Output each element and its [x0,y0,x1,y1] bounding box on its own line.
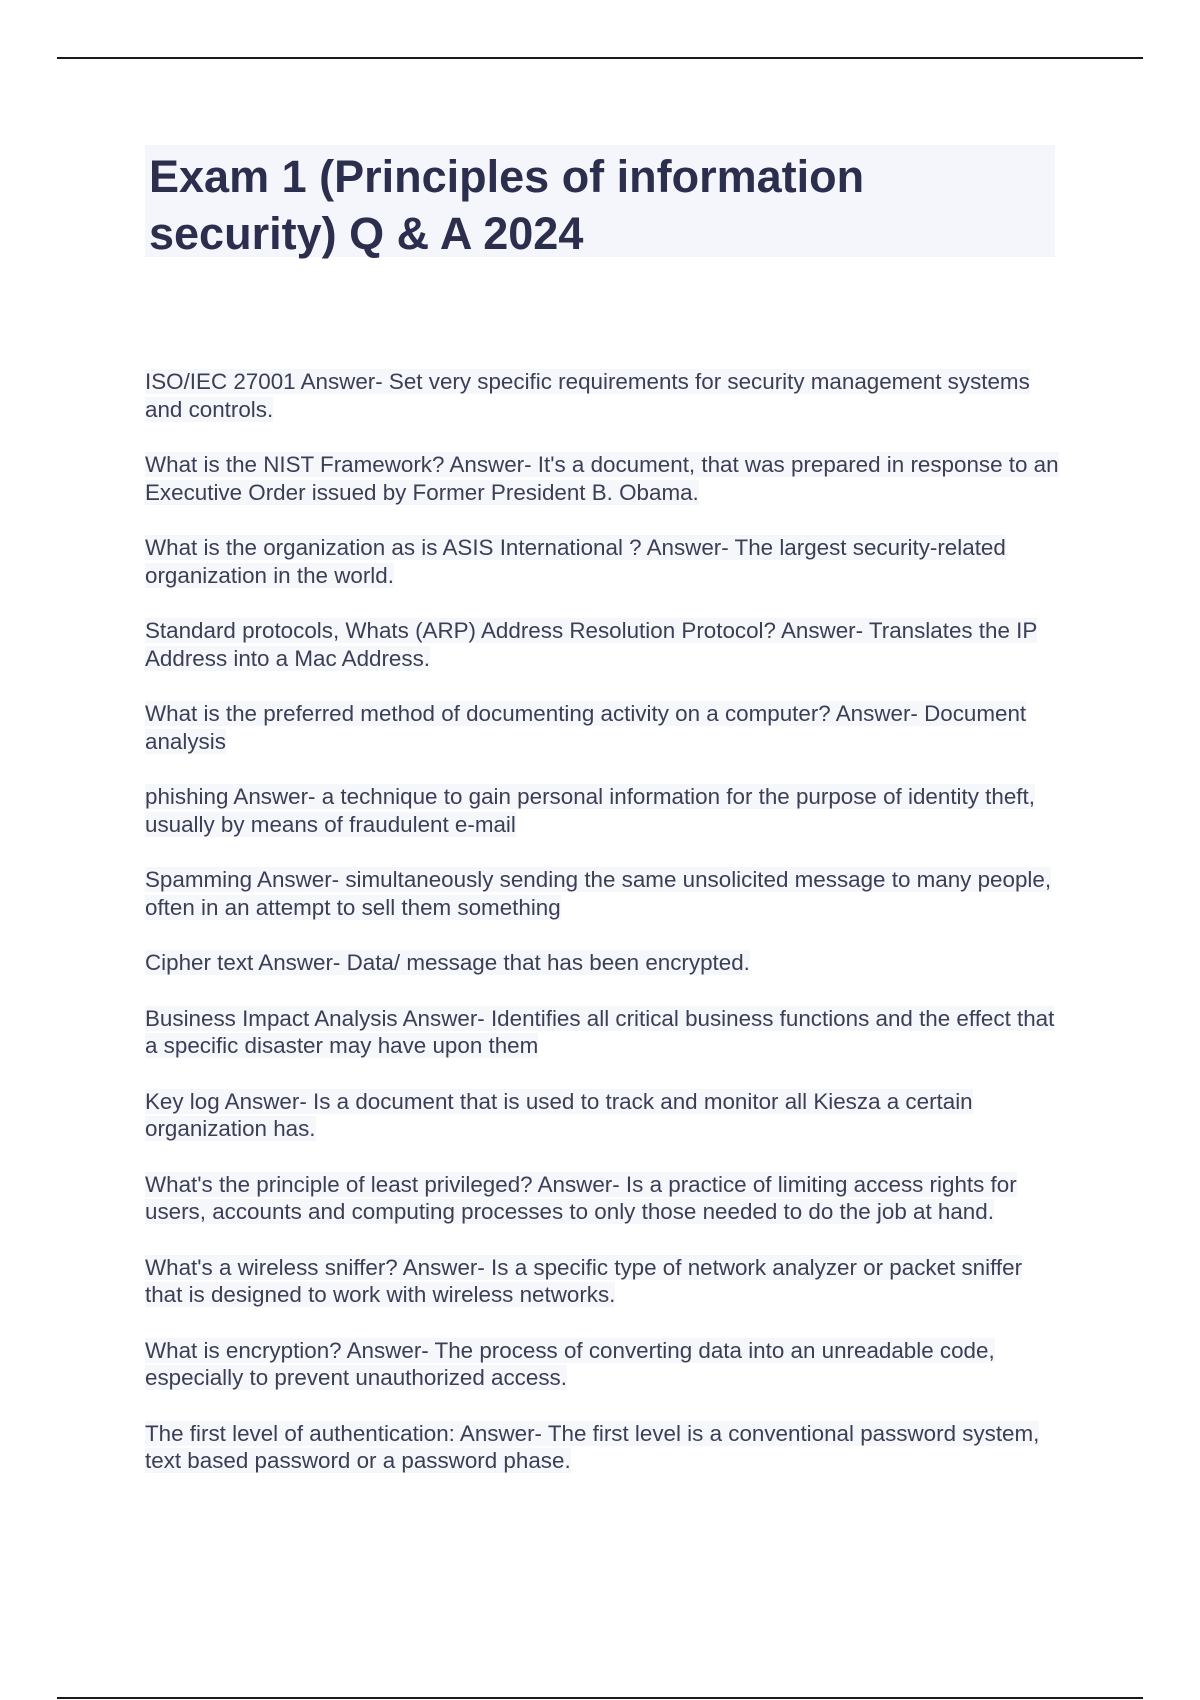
qa-text: What's a wireless sniffer? Answer- Is a specific type of network analyzer or packet sniffer that is designed to work with wireless networks. [145,1254,1023,1307]
qa-list [145,368,1065,1503]
qa-text: ISO/IEC 27001 Answer- Set very specific requirements for security management systems and controls. [145,369,1030,422]
qa-text: phishing Answer- a technique to gain personal information for the purpose of identity theft, usually by means of fraudulent e-mail [145,784,1035,837]
qa-text: Business Impact Analysis Answer- Identifies all critical business functions and the effect that a specific disaster may have upon them [145,1005,1055,1058]
qa-item [145,949,1065,977]
qa-text: Key log Answer- Is a document that is used to track and monitor all Kiesza a certain organization has. [145,1088,973,1141]
qa-item [145,1088,1065,1143]
qa-text: What is encryption? Answer- The process of converting data into an unreadable code, especially to prevent unauthorized access. [145,1337,995,1390]
qa-item [145,451,1065,506]
qa-text: Cipher text Answer- Data/ message that has been encrypted. [145,950,750,975]
qa-item [145,1254,1065,1309]
qa-item [145,1420,1065,1475]
qa-item [145,783,1065,838]
bottom-divider [57,1697,1143,1699]
top-divider [57,57,1143,59]
qa-item [145,1171,1065,1226]
qa-text: Standard protocols, Whats (ARP) Address Resolution Protocol? Answer- Translates the IP Address into a Mac Address. [145,618,1038,671]
qa-item [145,1337,1065,1392]
qa-text: What's the principle of least privileged? Answer- Is a practice of limiting access rights for users, accounts and computing processes to only those needed to do the job at hand. [145,1171,1017,1224]
document-title: Exam 1 (Principles of information security) Q & A 2024 [149,151,865,259]
qa-item [145,617,1065,672]
qa-item [145,866,1065,921]
qa-text: The first level of authentication: Answer- The first level is a conventional password system, text based password or a password phase. [145,1420,1040,1473]
qa-text: Spamming Answer- simultaneously sending the same unsolicited message to many people, often in an attempt to sell them something [145,867,1052,920]
qa-text: What is the NIST Framework? Answer- It's a document, that was prepared in response to an Executive Order issued by Former President B. Obama. [145,452,1059,505]
qa-item [145,368,1065,423]
qa-text: What is the preferred method of documenting activity on a computer? Answer- Document analysis [145,701,1027,754]
title-block [145,145,1055,257]
qa-text: What is the organization as is ASIS International ? Answer- The largest security-related organization in the world. [145,535,1006,588]
qa-item [145,700,1065,755]
qa-item [145,534,1065,589]
qa-item [145,1005,1065,1060]
